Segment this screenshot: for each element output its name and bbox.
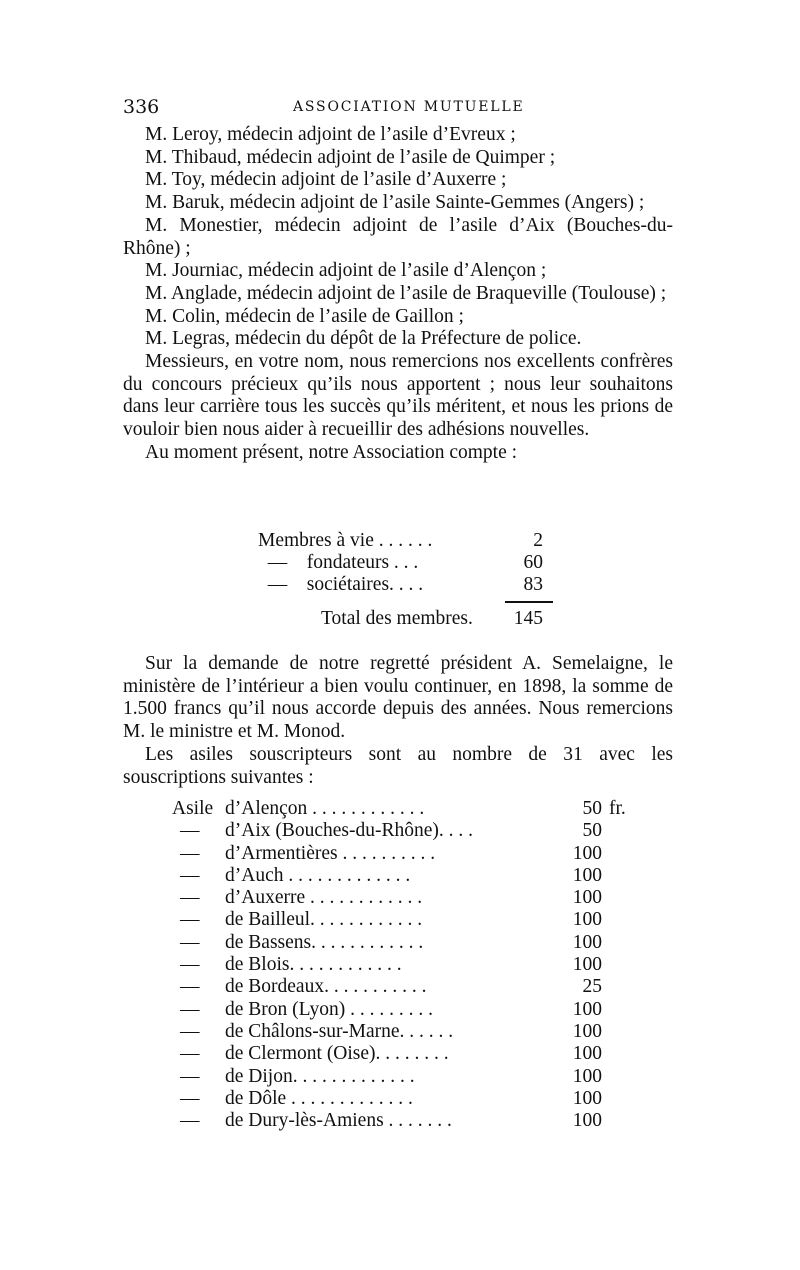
asylum-name: d’Alençon . . . . . . . . . . . . [225,798,425,819]
asylum-name: d’Aix (Bouches-du-Rhône). . . . [225,820,474,842]
body-text [123,124,673,465]
asylum-name: de Dury-lès-Amiens . . . . . . . [225,1110,452,1132]
asylum-prefix: — [180,931,200,953]
asylum-name: de Clermont (Oise). . . . . . . . [225,1043,449,1065]
asylum-row [172,999,652,1021]
asylum-name: d’Auxerre . . . . . . . . . . . . [225,887,423,909]
asylum-amount: 100 [572,954,602,976]
paragraph: M. Baruk, médecin adjoint de l’asile Sainte-Gemmes (Angers) ; [145,192,645,214]
asylum-row [172,798,652,820]
asylum-prefix: — [180,1087,200,1109]
running-title: ASSOCIATION MUTUELLE [293,99,525,115]
asylum-row [172,1043,652,1065]
page-number: 336 [123,96,160,118]
paragraph: M. Toy, médecin adjoint de l’asile d’Auxerre ; [145,169,507,191]
members-value: 60 [523,552,543,573]
asylum-amount: 100 [572,998,602,1020]
asylum-prefix: — [180,1043,200,1065]
members-table [258,530,558,629]
paragraph: M. Monestier, médecin adjoint de l’asile d’Aix (Bouches-du-Rhône) ; [123,214,673,259]
asylum-prefix: — [180,976,200,998]
asylum-amount: 100 [572,842,602,864]
asylum-prefix: — [180,842,200,864]
asylum-amount: 100 [572,1020,602,1042]
paragraph: M. Thibaud, médecin adjoint de l’asile de Quimper ; [145,146,556,168]
asylum-prefix: — [180,864,200,886]
asylum-name: de Bron (Lyon) . . . . . . . . . [225,998,433,1020]
members-label: Membres à vie . . . . . . [258,530,433,551]
asylum-row [172,1021,652,1043]
asylum-prefix: — [180,1065,200,1087]
members-row [258,574,558,596]
asylum-prefix: — [180,909,200,931]
asylum-prefix: — [180,954,200,976]
asylum-row [172,954,652,976]
members-value: 2 [533,530,543,551]
paragraph: M. Colin, médecin de l’asile de Gaillon ; [145,305,464,327]
asylum-row [172,932,652,954]
asylum-unit: fr. [609,798,626,819]
page-header [123,96,683,120]
members-total-row [258,608,558,632]
asylum-row [172,1088,652,1110]
members-row [258,530,558,552]
asylum-row [172,820,652,842]
asylum-amount: 100 [572,931,602,953]
asylum-name: de Châlons-sur-Marne. . . . . . [225,1020,454,1042]
asylum-row [172,1110,652,1132]
paragraph: M. Anglade, médecin adjoint de l’asile de Braqueville (Toulouse) ; [145,282,667,304]
asylum-name: d’Auch . . . . . . . . . . . . . [225,864,411,886]
asylum-name: de Bordeaux. . . . . . . . . . . [225,976,427,998]
asylum-row [172,865,652,887]
asylum-name: d’Armentières . . . . . . . . . . [225,842,436,864]
asylum-amount: 50 [582,798,602,819]
asylum-amount: 100 [572,1043,602,1065]
asylum-amount: 100 [572,1065,602,1087]
asylum-amount: 100 [572,887,602,909]
asylum-prefix: — [180,820,200,842]
sum-rule [505,601,553,603]
paragraph: M. Leroy, médecin adjoint de l’asile d’Evreux ; [145,124,516,145]
members-label: — sociétaires. . . . [258,574,424,595]
members-total-label: Total des membres. [321,608,473,629]
asylum-name: de Dôle . . . . . . . . . . . . . [225,1087,413,1109]
asylum-row [172,1066,652,1088]
paragraph: M. Journiac, médecin adjoint de l’asile d’Alençon ; [145,260,547,282]
asylum-row [172,843,652,865]
asylum-amount: 25 [582,976,602,998]
asylum-amount: 100 [572,1087,602,1109]
asylum-prefix: — [180,887,200,909]
paragraph: Les asiles souscripteurs sont au nombre de 31 avec les souscriptions suivantes : [123,743,673,788]
asylum-subscriptions-list [172,798,652,1132]
asylum-row [172,887,652,909]
paragraph: Messieurs, en votre nom, nous remercions nos excellents confrères du concours précieux qu’ils nous apportent ; nous leur souhaitons dans leur carrière tous les succès qu’ils méritent, et nous les prions de vouloir bien nous aider à recueillir des adhésions nouvelles. [123,351,673,441]
members-label: — fondateurs . . . [258,552,419,573]
members-total-value: 145 [513,608,543,629]
asylum-name: de Blois. . . . . . . . . . . . [225,954,402,976]
paragraph: Sur la demande de notre regretté président A. Semelaigne, le ministère de l’intérieur a bien voulu continuer, en 1898, la somme de 1.500 francs qu’il nous accorde depuis des années. Nous remercions M. le ministre et M. Monod. [123,653,673,743]
members-value: 83 [523,574,543,595]
asylum-prefix: — [180,1020,200,1042]
asylum-amount: 100 [572,1110,602,1132]
members-row [258,552,558,574]
asylum-name: de Bailleul. . . . . . . . . . . . [225,909,423,931]
asylum-name: de Bassens. . . . . . . . . . . . [225,931,424,953]
asylum-prefix: — [180,1110,200,1132]
asylum-name: de Dijon. . . . . . . . . . . . . [225,1065,415,1087]
asylum-row [172,909,652,931]
asylum-amount: 100 [572,864,602,886]
asylum-prefix: Asile [172,798,214,819]
asylum-row [172,976,652,998]
asylum-amount: 50 [582,820,602,842]
paragraph: M. Legras, médecin du dépôt de la Préfecture de police. [145,328,582,350]
paragraph: Au moment présent, notre Association compte : [145,441,518,463]
body-text-2 [123,653,673,789]
asylum-prefix: — [180,998,200,1020]
asylum-amount: 100 [572,909,602,931]
